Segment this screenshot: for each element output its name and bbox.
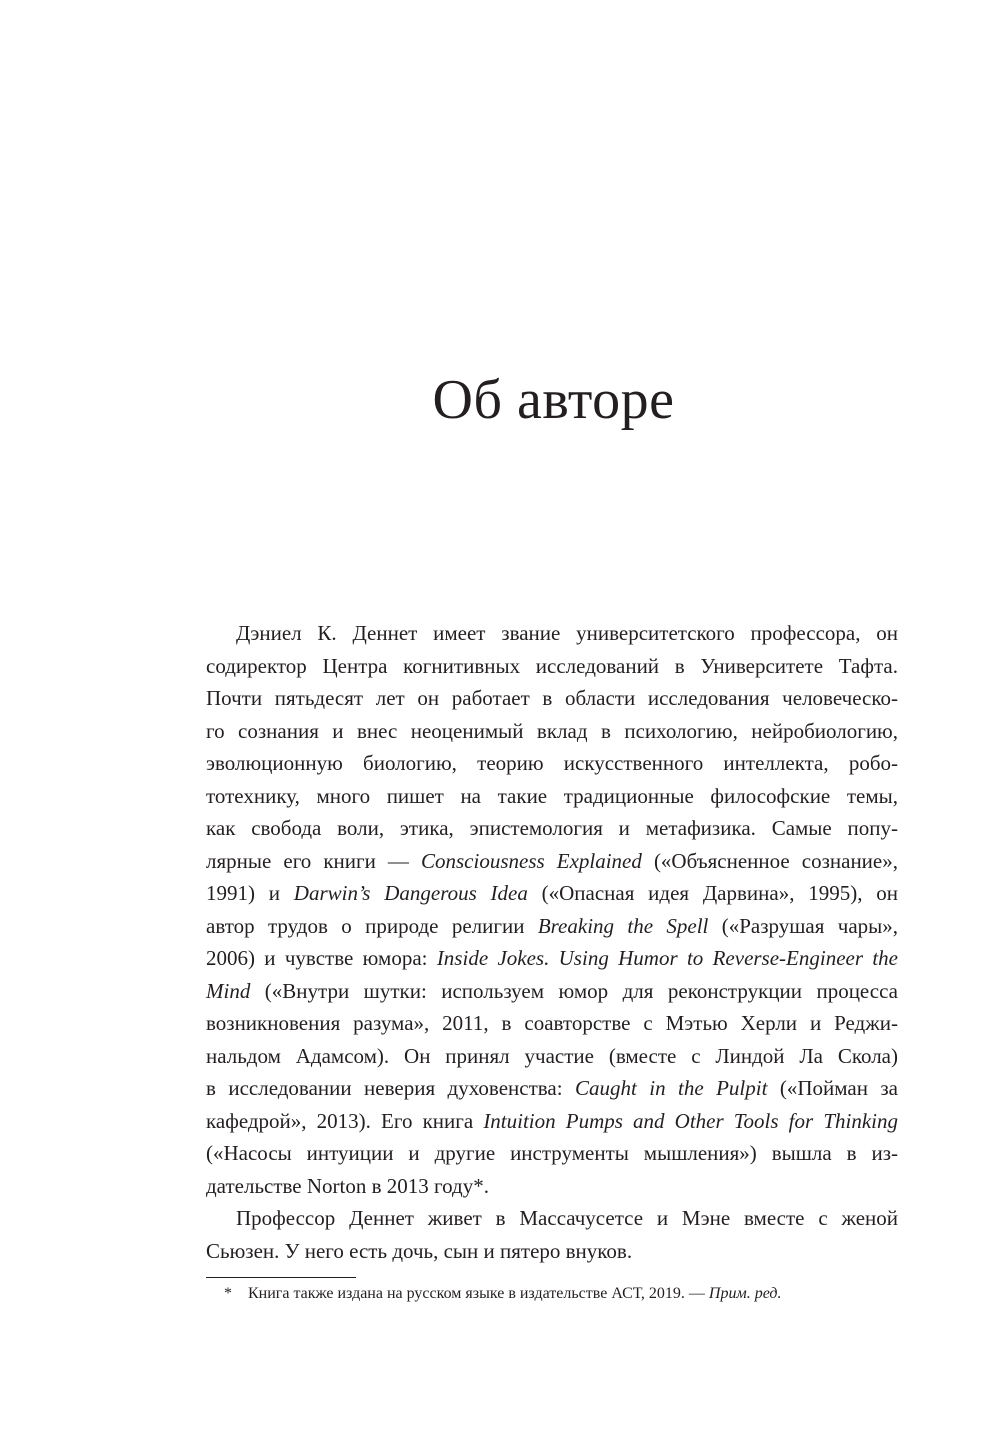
text-segment: дательстве Norton в 2013 году*. [206,1173,489,1198]
footnote-rule [206,1277,356,1278]
text-segment: нальдом Адамсом). Он принял участие (вместе с Линдой Ла Скола) [206,1043,898,1068]
text-segment: Почти пятьдесят лет он работает в области исследования человеческо- [206,686,898,710]
text-line [206,845,898,878]
text-segment: лярные его книги — [206,848,421,873]
text-line [206,682,898,715]
text-line [206,1137,898,1170]
footnote [224,1283,904,1305]
text-line [206,1040,898,1073]
italic-title: Darwin’s Dangerous Idea [293,881,528,905]
text-segment: возникновения разума», 2011, в соавторстве с Мэтью Херли и Реджи- [206,1011,898,1035]
text-line [206,1202,898,1235]
text-segment: автор трудов о природе религии [206,913,538,938]
text-segment: («Внутри шутки: используем юмор для реконструкции процесса [250,978,898,1003]
text-segment: содиректор Центра когнитивных исследований в Университете Тафта. [206,653,898,678]
text-line [206,780,898,813]
text-segment: го сознания и внес неоценимый вклад в психологию, нейробиологию, [206,718,898,743]
paragraph [206,617,898,1202]
footnote-text: Книга также издана на русском языке в издательстве АСТ, 2019. — [248,1285,709,1302]
text-segment: Дэниел К. Деннет имеет звание университетского профессора, он [236,621,898,645]
text-line [206,617,898,650]
italic-title: Consciousness Explained [421,848,642,873]
page-title: Об авторе [432,369,675,431]
text-line [206,812,898,845]
body-text [206,617,898,1267]
text-segment: Сьюзен. У него есть дочь, сын и пятеро внуков. [206,1238,633,1263]
text-line [206,1007,898,1040]
text-segment: 2006) и чувстве юмора: [206,946,437,970]
text-line [206,942,898,975]
text-line [206,1105,898,1138]
text-segment: эволюционную биологию, теорию искусственного интеллекта, робо- [206,751,898,775]
footnote-mark: * [224,1285,232,1302]
italic-title: Intuition Pumps and Other Tools for Thinking [483,1108,898,1133]
text-segment: («Разрушая чары», [708,913,899,938]
text-segment: («Опасная идея Дарвина», 1995), он [527,881,898,905]
text-segment: («Насосы интуиции и другие инструменты мышления») вышла в из- [206,1141,898,1165]
text-line [206,715,898,748]
text-line [206,650,898,683]
text-line [206,1235,898,1268]
text-segment: тотехнику, много пишет на такие традиционные философские темы, [206,783,898,808]
text-segment: («Объясненное сознание», [641,848,898,873]
italic-title: Inside Jokes. Using Humor to Reverse-Engineer the [436,946,898,970]
text-segment: в исследовании неверия духовенства: [206,1076,575,1100]
italic-title: Mind [206,978,251,1003]
italic-title: Breaking the Spell [537,913,709,938]
text-line [206,975,898,1008]
text-segment: как свобода воли, этика, эпистемология и метафизика. Самые попу- [206,816,898,840]
italic-title: Caught in the Pulpit [574,1076,768,1100]
footnote-italic: Прим. ред. [708,1285,782,1302]
text-line [206,1072,898,1105]
text-line [206,747,898,780]
text-segment: 1991) и [206,881,294,905]
text-line [206,1170,898,1203]
paragraph [206,1202,898,1267]
text-line [206,910,898,943]
text-segment: кафедрой», 2013). Его книга [206,1108,484,1133]
text-segment: («Пойман за [767,1076,899,1100]
text-segment: Профессор Деннет живет в Массачусетсе и Мэне вместе с женой [236,1206,898,1230]
text-line [206,877,898,910]
